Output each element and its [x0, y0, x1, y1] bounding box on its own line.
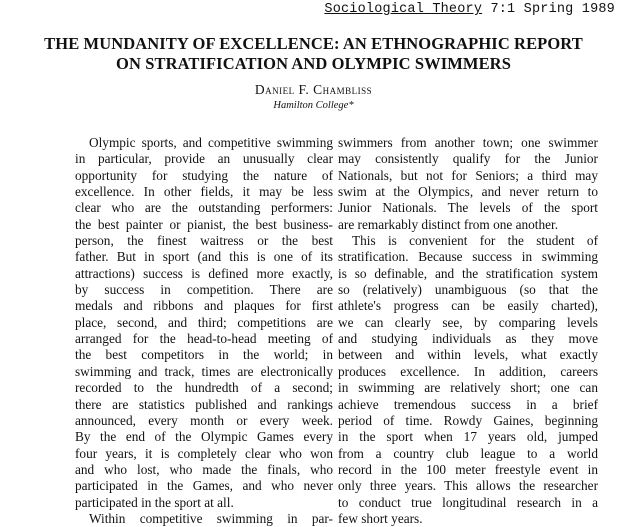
text-line: produces excellence. In addition, careers — [338, 363, 598, 379]
journal-header — [324, 2, 615, 17]
text-line: we can clearly see, by comparing levels — [338, 314, 598, 330]
text-line: period of time. Rowdy Gaines, beginning — [338, 412, 598, 428]
text-line: achieve tremendous success in a brief — [338, 396, 598, 412]
text-line: and who lost, who made the finals, who — [75, 461, 333, 477]
text-line: the best painter or pianist, the best business- — [75, 216, 333, 232]
text-line: so (relatively) unambiguous (so that the — [338, 282, 598, 298]
text-line: stratification. Because success in swimming — [338, 249, 598, 265]
text-line: athlete's progress can be easily charted), — [338, 298, 598, 314]
text-line: excellence. In other fields, it may be less — [75, 184, 333, 200]
text-line: clear who are the outstanding performers: — [75, 200, 333, 216]
text-line: only three years. This allows the researcher — [338, 478, 598, 494]
left-column — [75, 135, 333, 527]
text-line: announced, every month or every week. — [75, 412, 333, 428]
text-line: few short years. — [338, 510, 423, 526]
text-line: By the end of the Olympic Games every — [75, 429, 333, 445]
text-line: father. But in sport (and this is one of its — [75, 249, 333, 265]
right-column — [338, 135, 598, 527]
text-line: place, second, and third; competitions are — [75, 314, 333, 330]
text-line: in swimming are relatively short; one can — [338, 380, 598, 396]
text-line: participated in the Games, and who never — [75, 478, 333, 494]
text-line: attractions) success is defined more exactly, — [75, 265, 333, 281]
text-line: may consistently qualify for the Junior — [338, 151, 598, 167]
text-line: swimming and track, times are electronically — [75, 363, 333, 379]
text-line: medals and ribbons and plaques for first — [75, 298, 333, 314]
journal-name: Sociological Theory — [324, 2, 483, 17]
text-line: arranged for the head-to-head meeting of — [75, 331, 333, 347]
text-line: Olympic sports, and competitive swimming — [89, 135, 333, 150]
text-line: opportunity for studying the nature of — [75, 167, 333, 183]
text-line: in particular, provide an unusually clear — [75, 151, 333, 167]
text-line: four years, it is completely clear who won — [75, 445, 333, 461]
text-line: This is convenient for the student of — [352, 233, 598, 249]
text-line: record in the 100 meter freestyle event in — [338, 461, 598, 477]
text-line: participated in the sport at all. — [75, 494, 234, 510]
text-line: Junior Nationals. The levels of the sport — [338, 200, 598, 216]
journal-issue: 7:1 — [490, 2, 516, 17]
text-line: there are statistics published and rankings — [75, 396, 333, 412]
text-line: the best competitors in the world; in — [75, 347, 333, 363]
title-line: ON STRATIFICATION AND OLYMPIC SWIMMERS — [116, 54, 511, 73]
text-line: recorded to the hundredth of a second; — [75, 380, 333, 396]
author-affiliation: Hamilton College* — [273, 100, 354, 111]
text-line: is so definable, and the stratification system — [338, 265, 598, 281]
text-line: swimmers from another town; one swimmer — [338, 135, 598, 150]
text-line: Within competitive swimming in par- — [89, 510, 333, 526]
journal-season: Spring 1989 — [523, 2, 615, 17]
text-line: and studying individuals as they move — [338, 331, 598, 347]
article-title — [0, 34, 627, 74]
text-line: swim at the Olympics, and never return to — [338, 184, 598, 200]
text-line: to conduct true longitudinal research in a — [338, 494, 598, 510]
text-line: in the sport when 17 years old, jumped — [338, 429, 598, 445]
title-line: THE MUNDANITY OF EXCELLENCE: AN ETHNOGRAPHIC REPORT — [44, 34, 583, 53]
text-line: Nationals, but not for Seniors; a third may — [338, 167, 598, 183]
text-line: between and within levels, what exactly — [338, 347, 598, 363]
author-name: Daniel F. Chambliss — [254, 82, 373, 97]
text-line: are remarkably distinct from one another. — [338, 216, 559, 232]
text-line: from a country club league to a world — [338, 445, 598, 461]
text-line: person, the finest waitress or the best — [75, 233, 333, 249]
text-line: by success in competition. There are — [75, 282, 333, 298]
